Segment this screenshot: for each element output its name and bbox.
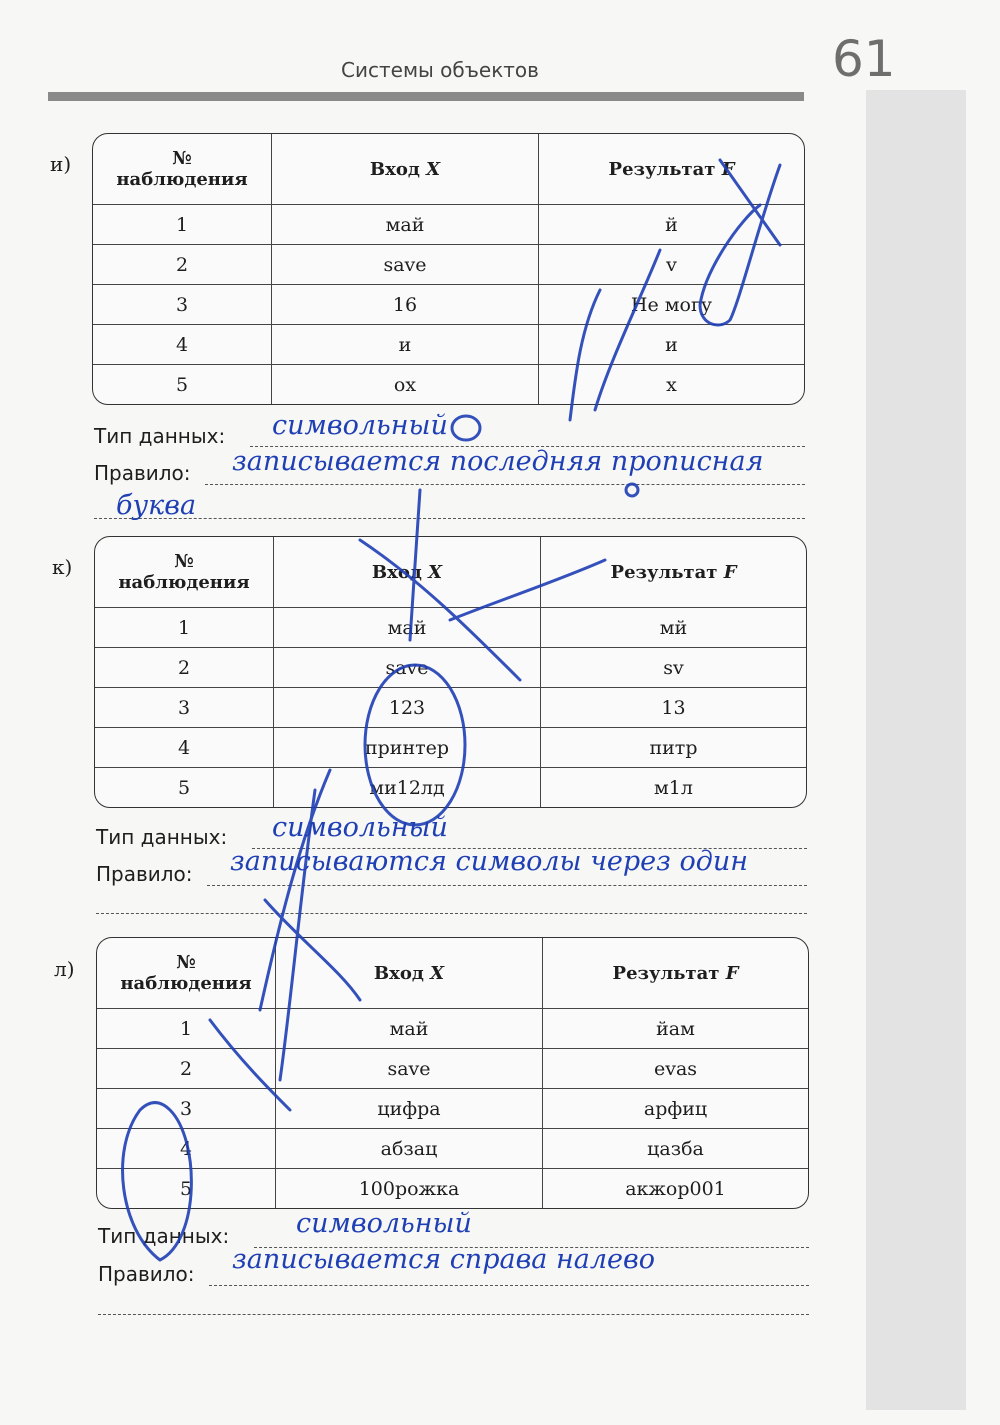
- col-header-input: Вход X: [276, 938, 543, 1009]
- table-row: 5 ох х: [93, 365, 804, 404]
- scribble-stroke: [280, 790, 315, 1080]
- scribble-stroke: [210, 1020, 290, 1110]
- data-type-label: Тип данных:: [98, 1224, 230, 1248]
- scribble-stroke: [450, 560, 605, 620]
- table-row: 1 май мй: [95, 608, 806, 648]
- rule-answer: записывается последняя прописная: [232, 446, 764, 477]
- scribble-stroke: [720, 160, 780, 245]
- scribble-stroke: [570, 290, 600, 420]
- section-letter: л): [54, 957, 75, 981]
- col-header-input: Вход X: [272, 134, 539, 205]
- rule-label: Правило:: [98, 1262, 195, 1286]
- table-row: 1 май йам: [97, 1009, 808, 1049]
- col-header-result: Результат F: [539, 134, 804, 205]
- col-header-input: Вход X: [274, 537, 541, 608]
- data-type-answer: символьный: [272, 410, 448, 441]
- table-row: 4 принтер питр: [95, 728, 806, 768]
- scribble-stroke: [260, 770, 330, 1010]
- section-letter: и): [50, 152, 72, 176]
- scribble-stroke: [410, 490, 420, 640]
- table-row: 5 ми12лд м1л: [95, 768, 806, 807]
- table-row: 3 цифра арфиц: [97, 1089, 808, 1129]
- scribble-stroke: [595, 250, 660, 410]
- table-row: 3 123 13: [95, 688, 806, 728]
- rule-label: Правило:: [96, 862, 193, 886]
- rule-answer-continued: буква: [116, 490, 197, 521]
- table-row: 5 100рожка акжор001: [97, 1169, 808, 1208]
- col-header-obs: № наблюдения: [95, 537, 274, 608]
- data-type-label: Тип данных:: [94, 424, 226, 448]
- rule-answer: записывается справа налево: [232, 1244, 655, 1275]
- table-row: 2 save evas: [97, 1049, 808, 1089]
- table-row: 4 абзац цазба: [97, 1129, 808, 1169]
- data-type-label: Тип данных:: [96, 825, 228, 849]
- scribble-stroke: [365, 665, 465, 825]
- table-row: 4 и и: [93, 325, 804, 365]
- running-header: Системы объектов: [341, 58, 539, 82]
- col-header-result: Результат F: [541, 537, 806, 608]
- data-type-answer: символьный: [296, 1208, 472, 1239]
- scribble-stroke: [452, 416, 480, 440]
- scribble-stroke: [626, 484, 638, 496]
- page-number: 61: [832, 30, 896, 88]
- section-letter: к): [52, 555, 73, 579]
- table-row: 2 save sv: [95, 648, 806, 688]
- scribble-stroke: [360, 540, 520, 680]
- rule-answer: записываются символы через один: [230, 846, 748, 877]
- col-header-obs: № наблюдения: [93, 134, 272, 205]
- rule-label: Правило:: [94, 461, 191, 485]
- col-header-result: Результат F: [543, 938, 808, 1009]
- scribble-stroke: [123, 1103, 192, 1261]
- table-row: 1 май й: [93, 205, 804, 245]
- table-row: 2 save v: [93, 245, 804, 285]
- scribble-stroke: [265, 900, 360, 1000]
- col-header-obs: № наблюдения: [97, 938, 276, 1009]
- table-row: 3 16 Не могу: [93, 285, 804, 325]
- data-type-answer: символьный: [272, 812, 448, 843]
